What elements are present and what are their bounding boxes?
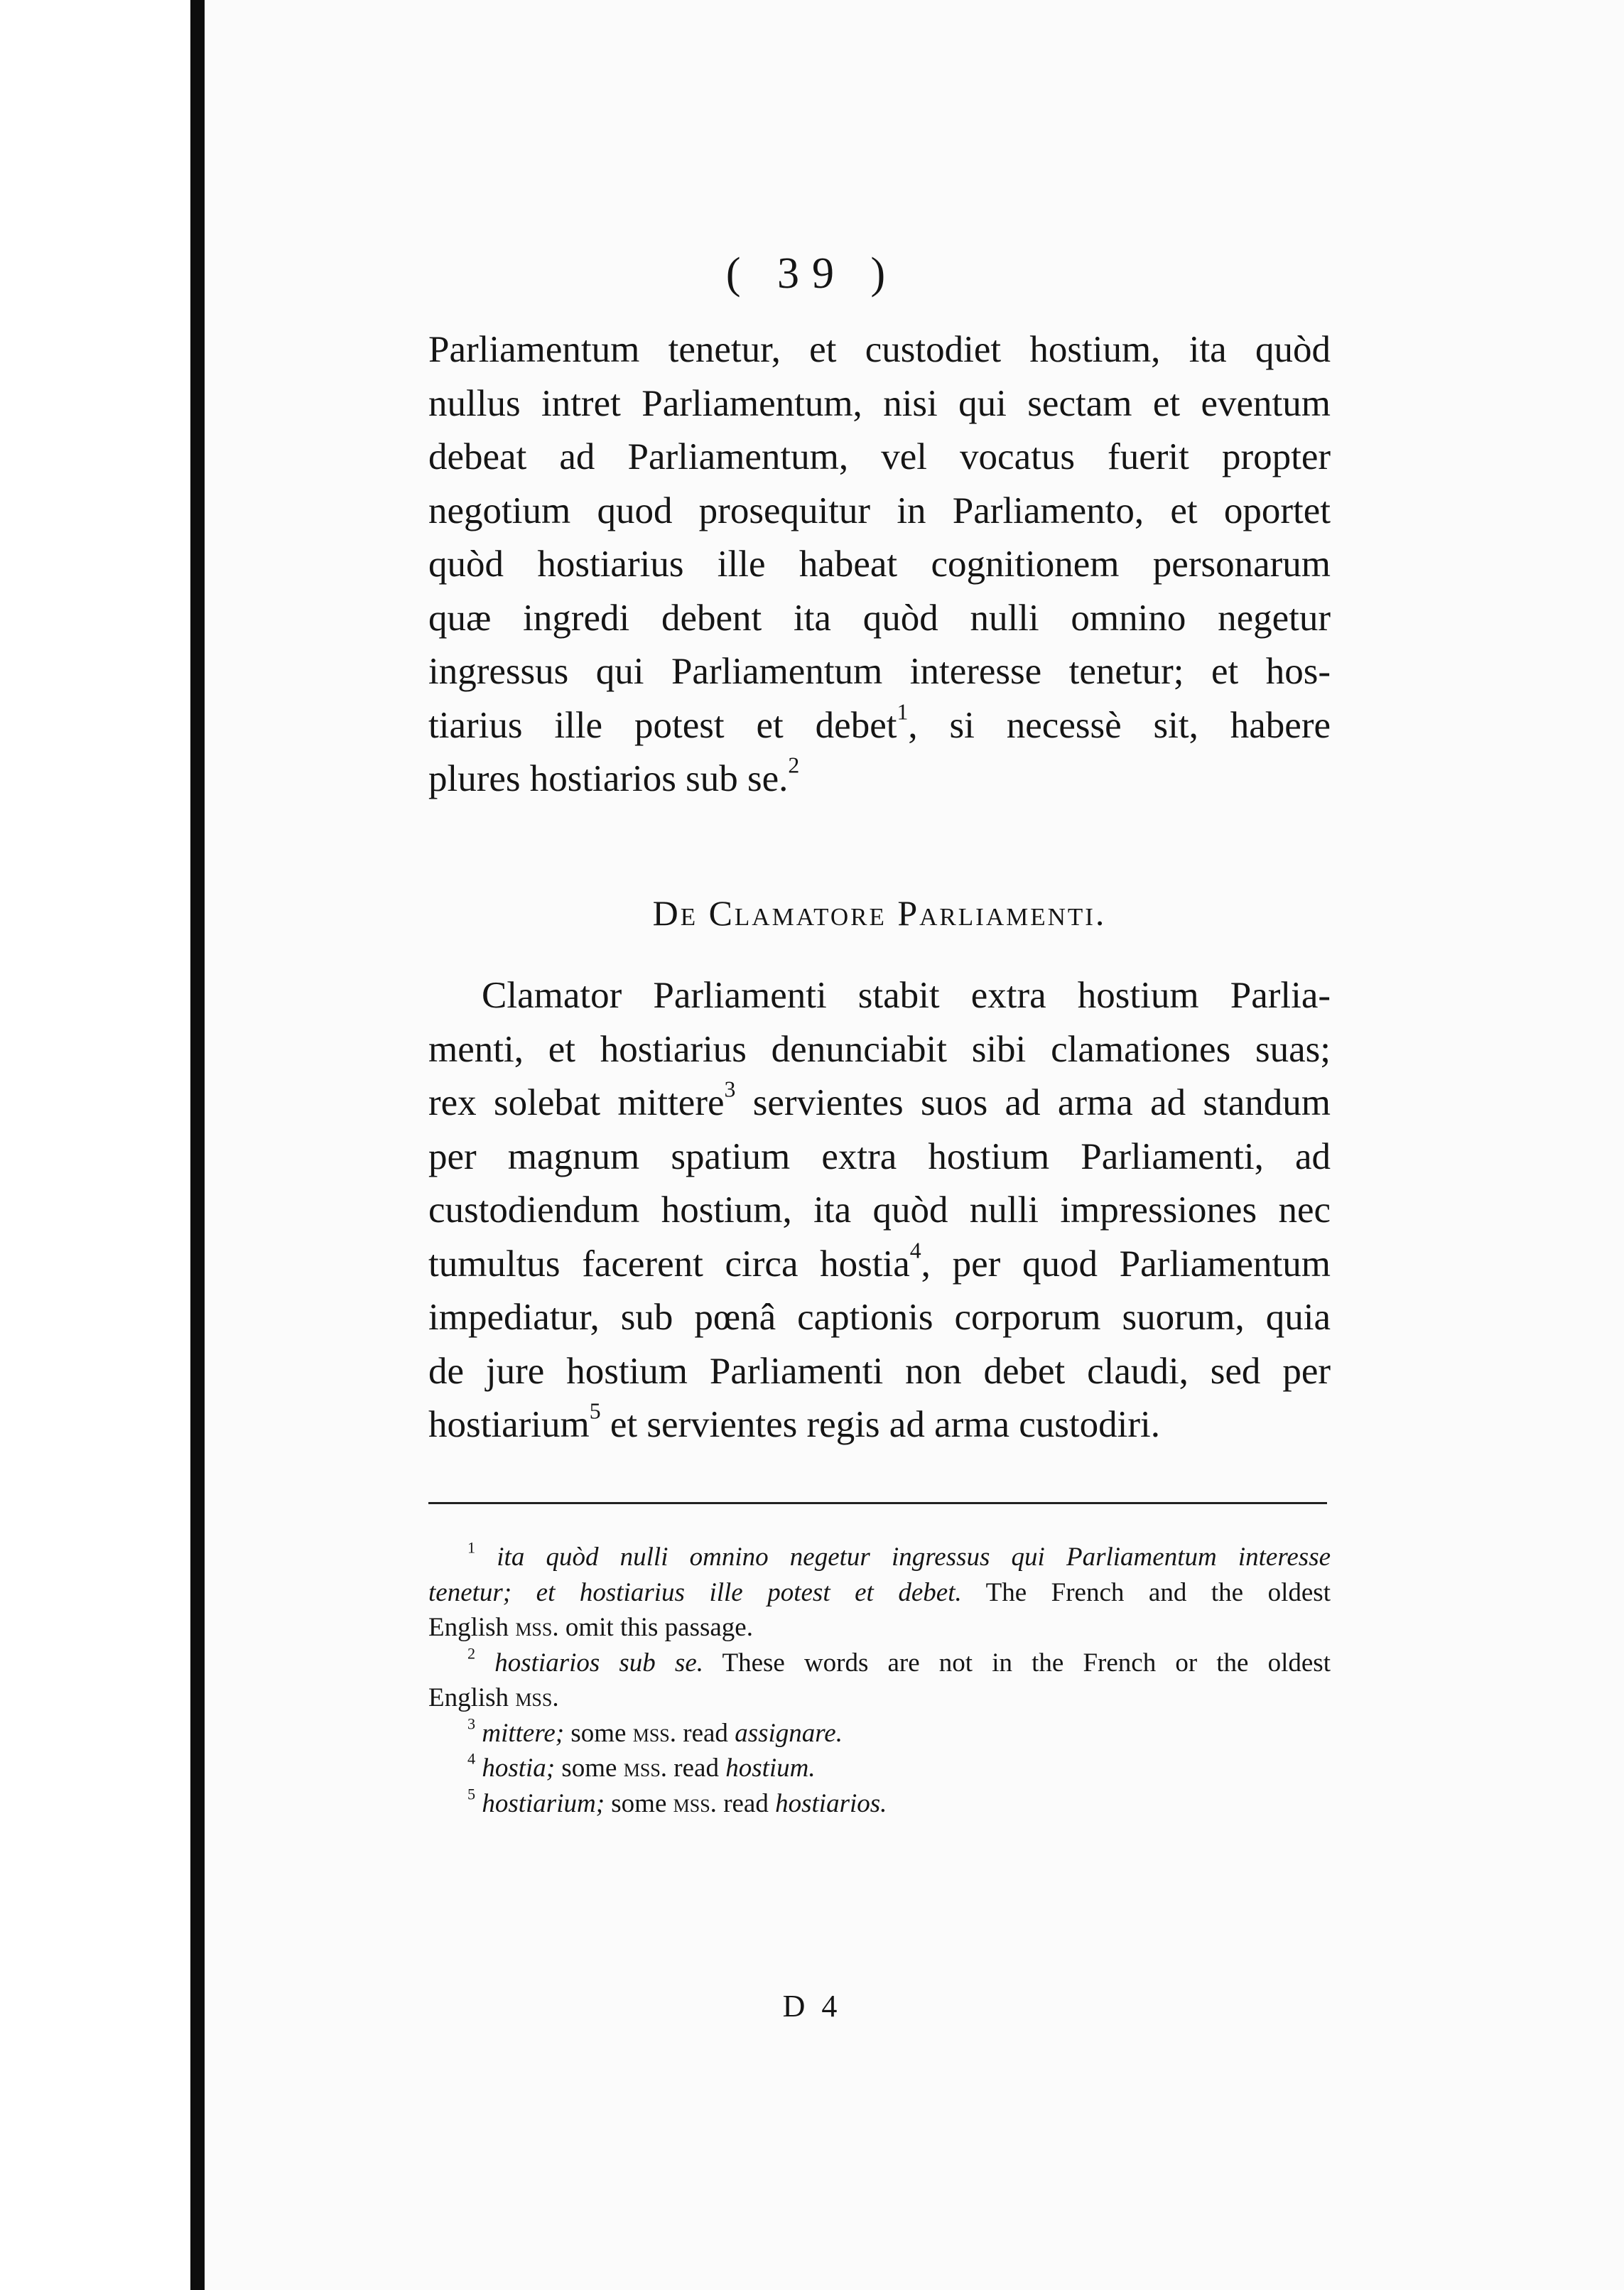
binding-edge-line bbox=[190, 0, 205, 2290]
footnote-smallcaps: mss. bbox=[623, 1754, 668, 1783]
footnote-text: English bbox=[428, 1613, 509, 1642]
footnote-italic: mittere; bbox=[482, 1718, 565, 1748]
footnote-italic: hostiarios. bbox=[775, 1788, 887, 1818]
footnote-italic: ita quòd nulli omnino negetur ingressus qui Parliamentum interesse bbox=[497, 1543, 1331, 1572]
footnote-5 bbox=[428, 1786, 1331, 1822]
footnote-mark: 5 bbox=[467, 1784, 476, 1803]
paragraph-line bbox=[428, 1076, 1331, 1130]
paragraph-line: Clamator Parliamenti stabit extra hostium Parlia- bbox=[482, 975, 1331, 1016]
footnote-smallcaps: mss. bbox=[515, 1613, 559, 1642]
signature-mark: D 4 bbox=[782, 1989, 842, 2024]
page-number: ( 39 ) bbox=[725, 249, 899, 298]
paragraph-line: quæ ingredi debent ita quòd nulli omnino negetur bbox=[428, 597, 1331, 639]
footnote-text: some bbox=[561, 1754, 617, 1783]
footnote-text: The French and the oldest bbox=[985, 1577, 1331, 1607]
paragraph-line: quòd hostiarius ille habeat cognitionem personarum bbox=[428, 544, 1331, 585]
binding-margin bbox=[0, 0, 196, 2290]
footnote-italic: hostia; bbox=[482, 1754, 556, 1783]
footnote-ref-1: 1 bbox=[897, 699, 909, 725]
footnote-ref-4: 4 bbox=[909, 1238, 921, 1263]
footnote-italic: tenetur; et hostiarius ille potest et debet. bbox=[428, 1577, 962, 1607]
paragraph-line bbox=[428, 1238, 1331, 1292]
footnote-ref-2: 2 bbox=[788, 752, 800, 778]
footnote-separator bbox=[428, 1502, 1327, 1504]
text-run: tumultus facerent circa hostia bbox=[428, 1243, 910, 1285]
paragraph-1 bbox=[428, 323, 1331, 806]
text-run: , per quod Parliamentum bbox=[921, 1243, 1331, 1285]
footnote-mark: 1 bbox=[467, 1538, 476, 1557]
text-run: hostiarium bbox=[428, 1404, 590, 1445]
paragraph-2 bbox=[428, 969, 1331, 1452]
footnote-text: read bbox=[683, 1718, 728, 1748]
section-heading: De Clamatore Parliamenti. bbox=[652, 893, 1107, 933]
paragraph-line: ingressus qui Parliamentum interesse tenetur; et hos- bbox=[428, 651, 1331, 692]
paragraph-line bbox=[428, 699, 1331, 753]
footnote-smallcaps: mss. bbox=[632, 1718, 677, 1748]
paragraph-line: nullus intret Parliamentum, nisi qui sectam et eventum bbox=[428, 382, 1331, 424]
footnote-text: omit this passage. bbox=[565, 1613, 753, 1642]
footnotes bbox=[428, 1540, 1331, 1821]
footnote-italic: hostium. bbox=[725, 1754, 816, 1783]
footnote-3 bbox=[428, 1716, 1331, 1751]
paragraph-line bbox=[428, 1398, 1331, 1452]
text-run: , si necessè sit, habere bbox=[908, 704, 1331, 746]
text-run: plures hostiarios sub se. bbox=[428, 758, 789, 799]
footnote-text: read bbox=[723, 1788, 769, 1818]
footnote-2 bbox=[428, 1643, 1331, 1681]
paragraph-line: debeat ad Parliamentum, vel vocatus fuerit propter bbox=[428, 436, 1331, 477]
paragraph-line: custodiendum hostium, ita quòd nulli impressiones nec bbox=[428, 1189, 1331, 1231]
footnote-text: some bbox=[611, 1788, 667, 1818]
footnote-text: read bbox=[673, 1754, 719, 1783]
footnote-italic: hostiarios sub se. bbox=[494, 1648, 703, 1678]
paragraph-line: de jure hostium Parliamenti non debet claudi, sed per bbox=[428, 1350, 1331, 1392]
footnote-line bbox=[428, 1610, 1331, 1646]
paragraph-line: menti, et hostiarius denunciabit sibi clamationes suas; bbox=[428, 1028, 1331, 1070]
footnote-line bbox=[428, 1575, 1331, 1611]
footnote-italic: assignare. bbox=[735, 1718, 843, 1748]
footnote-mark: 2 bbox=[467, 1643, 476, 1662]
text-run: servientes suos ad arma ad standum bbox=[735, 1082, 1331, 1123]
footnote-smallcaps: mss. bbox=[673, 1788, 717, 1818]
paragraph-line: impediatur, sub pœnâ captionis corporum suorum, quia bbox=[428, 1297, 1331, 1338]
footnote-smallcaps: mss. bbox=[515, 1683, 559, 1712]
footnote-line bbox=[428, 1680, 1331, 1716]
footnote-1 bbox=[428, 1540, 1331, 1575]
footnote-4 bbox=[428, 1751, 1331, 1786]
paragraph-line bbox=[428, 752, 1331, 806]
paragraph-line: per magnum spatium extra hostium Parliamenti, ad bbox=[428, 1135, 1331, 1177]
paragraph-line: Parliamentum tenetur, et custodiet hostium, ita quòd bbox=[428, 329, 1331, 370]
footnote-text: some bbox=[570, 1718, 627, 1748]
text-run: et servientes regis ad arma custodiri. bbox=[600, 1404, 1160, 1445]
footnote-mark: 4 bbox=[467, 1749, 476, 1768]
footnote-text: These words are not in the French or the oldest bbox=[722, 1648, 1331, 1678]
text-run: tiarius ille potest et debet bbox=[428, 704, 897, 746]
footnote-ref-5: 5 bbox=[589, 1398, 601, 1424]
footnote-ref-3: 3 bbox=[724, 1076, 736, 1102]
footnote-italic: hostiarium; bbox=[482, 1788, 605, 1818]
paragraph-line: negotium quod prosequitur in Parliamento, et oportet bbox=[428, 490, 1331, 531]
footnote-text: English bbox=[428, 1683, 509, 1712]
text-run: rex solebat mittere bbox=[428, 1082, 725, 1123]
footnote-mark: 3 bbox=[467, 1714, 476, 1732]
